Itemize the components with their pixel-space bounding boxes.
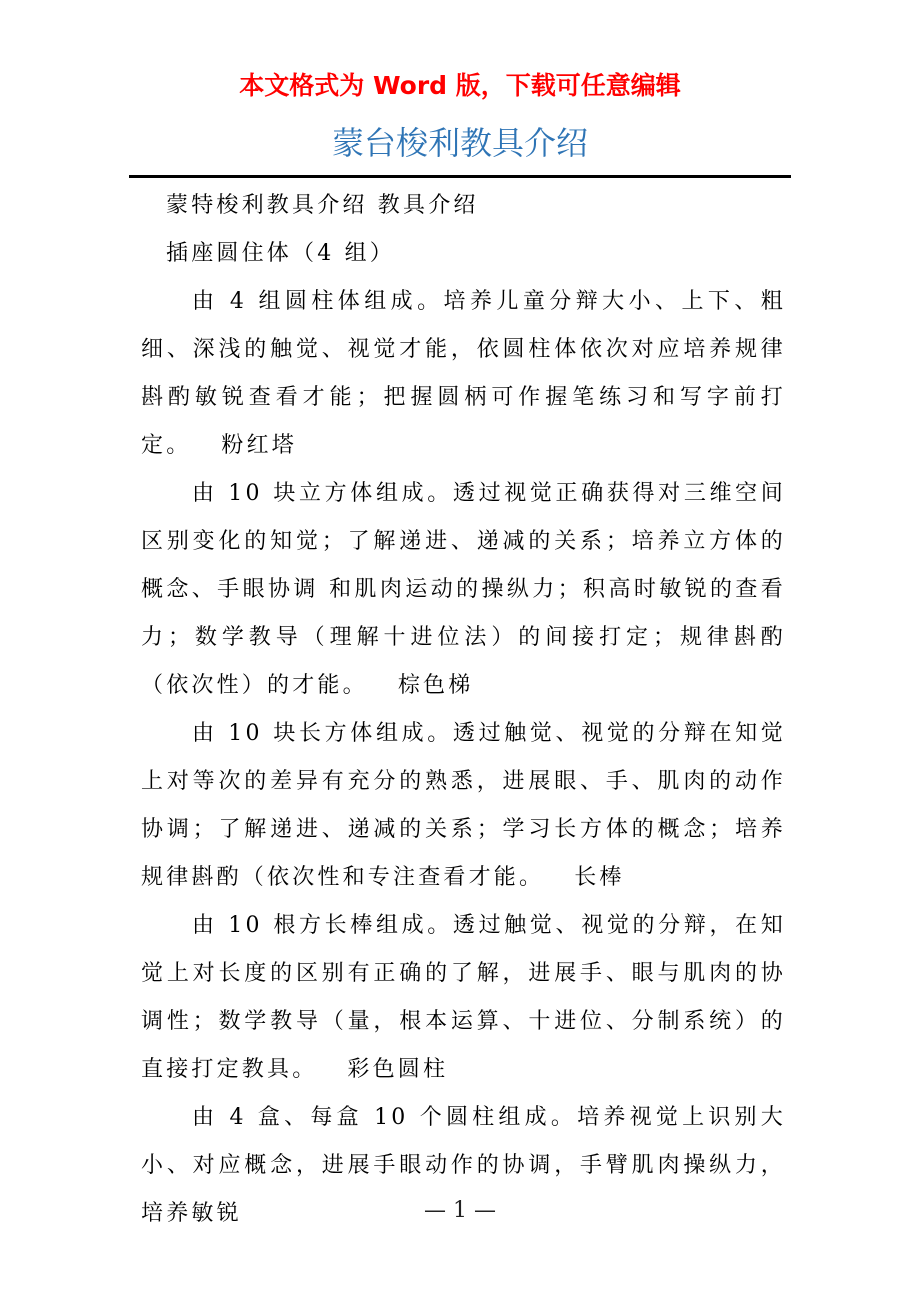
- section-heading-colored-cylinders: 彩色圆柱: [347, 1057, 449, 1082]
- section-heading-pink-tower: 粉红塔: [221, 433, 298, 458]
- section-heading-cylinder-blocks: 插座圆住体（4 组）: [166, 241, 395, 266]
- paragraph-text: 由 10 根方长棒组成。透过触觉、视觉的分辩，在知觉上对长度的区别有正确的了解，进展手、眼与肌肉的协调性；数学教导（量，根本运算、十进位、分制系统）的直接打定教具。: [141, 913, 786, 1082]
- download-notice: 本文格式为 Word 版，下载可任意编辑: [239, 71, 681, 100]
- paragraph-text: 由 4 盒、每盒 10 个圆柱组成。培养视觉上识别大小、对应概念，进展手眼动作的协调，手臂肌肉操纵力，培养敏锐: [141, 1105, 786, 1226]
- intro-line: 蒙特梭利教具介绍 教具介绍: [166, 193, 479, 218]
- paragraph-long-rods: [141, 902, 786, 1094]
- page-number: — 1 —: [424, 1198, 496, 1223]
- document-body: [141, 182, 786, 1238]
- title-divider: [129, 175, 791, 178]
- paragraph-pink-tower: [141, 470, 786, 710]
- paragraph-cylinder-blocks: [141, 278, 786, 470]
- paragraph-text: 由 4 组圆柱体组成。培养儿童分辩大小、上下、粗细、深浅的触觉、视觉才能，依圆柱体依次对应培养规律斟酌敏锐查看才能；把握圆柄可作握笔练习和写字前打定。: [141, 289, 786, 458]
- paragraph-brown-stair: [141, 710, 786, 902]
- paragraph-text: 由 10 块立方体组成。透过视觉正确获得对三维空间区别变化的知觉；了解递进、递减的关系；培养立方体的概念、手眼协调 和肌肉运动的操纵力；积高时敏锐的查看力；数学教导（理解十进位法）的间接打定；规律斟酌（依次性）的才能。: [141, 481, 786, 698]
- section-heading-long-rods: 长棒: [574, 865, 625, 890]
- document-title: 蒙台梭利教具介绍: [331, 124, 588, 162]
- paragraph-text: 由 10 块长方体组成。透过触觉、视觉的分辩在知觉上对等次的差异有充分的熟悉，进展眼、手、肌肉的动作协调；了解递进、递减的关系；学习长方体的概念；培养规律斟酌（依次性和专注查看才能。: [141, 721, 786, 890]
- section-heading-brown-stair: 棕色梯: [397, 673, 474, 698]
